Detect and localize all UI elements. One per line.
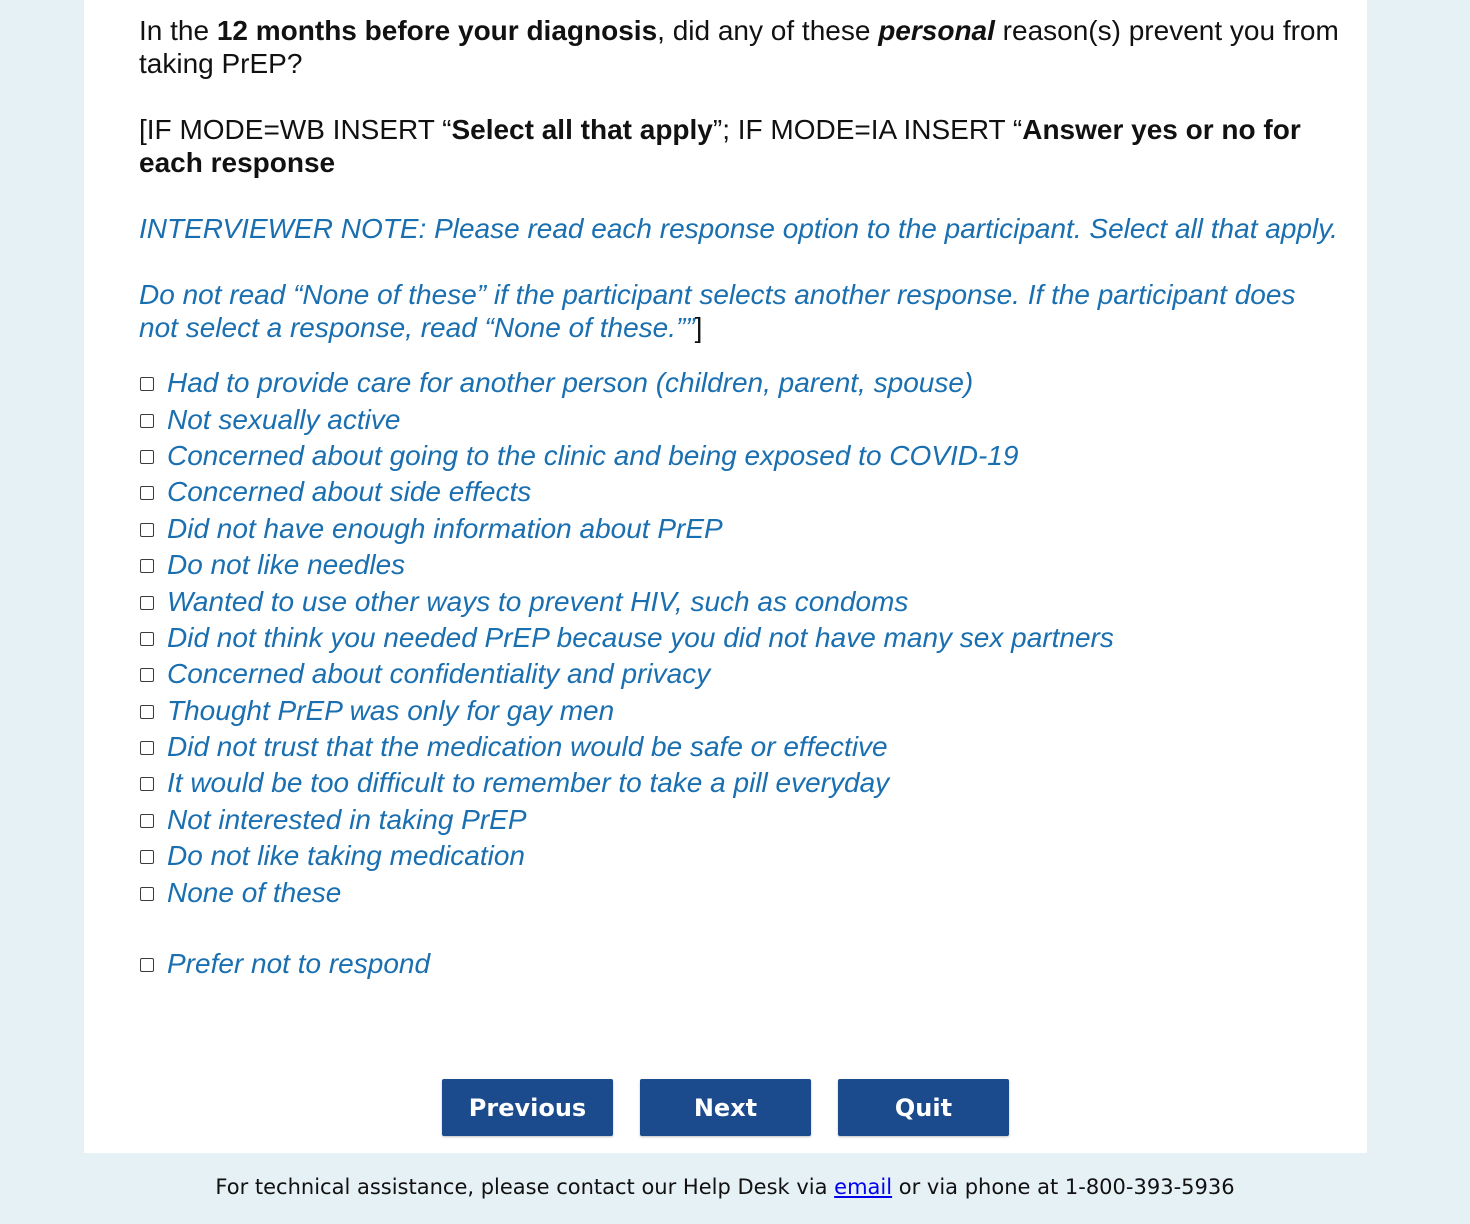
option-checkbox[interactable] bbox=[140, 632, 154, 646]
option-label: Did not trust that the medication would be safe or effective bbox=[167, 731, 888, 763]
previous-button[interactable]: Previous bbox=[442, 1079, 613, 1136]
option-item[interactable] bbox=[139, 474, 1339, 510]
option-label: Did not think you needed PrEP because you did not have many sex partners bbox=[167, 621, 1114, 653]
option-checkbox[interactable] bbox=[140, 559, 154, 573]
option-label: Thought PrEP was only for gay men bbox=[167, 694, 615, 726]
option-label: Had to provide care for another person (children, parent, spouse) bbox=[167, 367, 974, 399]
option-label: Concerned about confidentiality and privacy bbox=[167, 658, 711, 690]
next-button[interactable]: Next bbox=[640, 1079, 811, 1136]
option-checkbox[interactable] bbox=[140, 414, 154, 428]
option-checkbox[interactable] bbox=[140, 777, 154, 791]
option-checkbox[interactable] bbox=[140, 705, 154, 719]
interviewer-note: INTERVIEWER NOTE: Please read each response option to the participant. Select all that apply. bbox=[139, 213, 1338, 244]
option-label: Not interested in taking PrEP bbox=[167, 803, 527, 835]
option-label: It would be too difficult to remember to take a pill everyday bbox=[167, 767, 890, 799]
option-label: Do not like needles bbox=[167, 549, 406, 581]
option-label: Do not like taking medication bbox=[167, 840, 525, 872]
footer-text-after: or via phone at 1-800-393-5936 bbox=[892, 1175, 1235, 1199]
option-checkbox[interactable] bbox=[140, 887, 154, 901]
option-label: Concerned about going to the clinic and being exposed to COVID-19 bbox=[167, 439, 1019, 471]
help-footer bbox=[0, 1172, 1450, 1202]
option-label: Not sexually active bbox=[167, 403, 401, 435]
question-text: In the 12 months before your diagnosis, did any of these personal reason(s) prevent you from taking PrEP? bbox=[139, 15, 1339, 79]
option-checkbox[interactable] bbox=[140, 596, 154, 610]
option-label: Prefer not to respond bbox=[167, 948, 431, 980]
option-item[interactable] bbox=[139, 693, 1339, 729]
option-item[interactable] bbox=[139, 802, 1339, 838]
survey-content bbox=[139, 14, 1339, 982]
option-checkbox[interactable] bbox=[140, 668, 154, 682]
email-link[interactable]: email bbox=[834, 1175, 893, 1199]
option-checkbox[interactable] bbox=[140, 450, 154, 464]
option-item[interactable] bbox=[139, 547, 1339, 583]
option-label: Did not have enough information about PrEP bbox=[167, 512, 723, 544]
option-item-none[interactable] bbox=[139, 874, 1339, 910]
option-item[interactable] bbox=[139, 620, 1339, 656]
option-label: Wanted to use other ways to prevent HIV, such as condoms bbox=[167, 585, 909, 617]
quit-button[interactable]: Quit bbox=[838, 1079, 1009, 1136]
option-checkbox[interactable] bbox=[140, 741, 154, 755]
option-item[interactable] bbox=[139, 401, 1339, 437]
option-item[interactable] bbox=[139, 365, 1339, 401]
none-of-these-note: Do not read “None of these” if the participant selects another response. If the participant does not select a response, read “None of these.””] bbox=[139, 279, 1296, 343]
option-checkbox[interactable] bbox=[140, 377, 154, 391]
option-checkbox[interactable] bbox=[140, 523, 154, 537]
option-label: None of these bbox=[167, 876, 342, 908]
option-checkbox[interactable] bbox=[140, 850, 154, 864]
option-item[interactable] bbox=[139, 438, 1339, 474]
option-checkbox[interactable] bbox=[140, 958, 154, 972]
response-options bbox=[139, 365, 1339, 982]
footer-text-before: For technical assistance, please contact our Help Desk via bbox=[215, 1175, 835, 1199]
option-item[interactable] bbox=[139, 656, 1339, 692]
option-item[interactable] bbox=[139, 583, 1339, 619]
survey-panel bbox=[84, 0, 1367, 1153]
option-checkbox[interactable] bbox=[140, 486, 154, 500]
option-item-prefer-not[interactable] bbox=[139, 946, 1339, 982]
option-checkbox[interactable] bbox=[140, 814, 154, 828]
option-label: Concerned about side effects bbox=[167, 476, 532, 508]
option-item[interactable] bbox=[139, 765, 1339, 801]
option-item[interactable] bbox=[139, 729, 1339, 765]
option-item[interactable] bbox=[139, 511, 1339, 547]
option-item[interactable] bbox=[139, 838, 1339, 874]
mode-instruction: [IF MODE=WB INSERT “Select all that apply”; IF MODE=IA INSERT “Answer yes or no for each response bbox=[139, 114, 1301, 178]
